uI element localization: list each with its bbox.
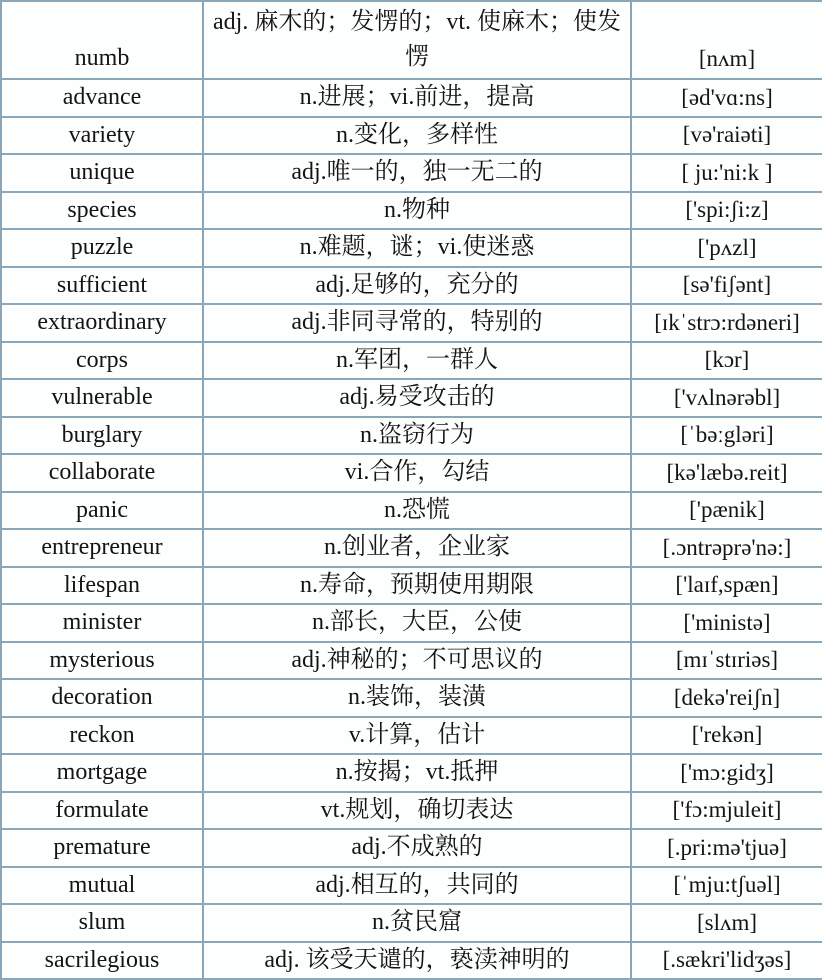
definition-cell: adj. 该受天谴的，亵渎神明的 <box>203 942 631 980</box>
table-row <box>1 867 822 905</box>
word-cell: entrepreneur <box>1 529 203 567</box>
table-row <box>1 267 822 305</box>
table-row <box>1 792 822 830</box>
phonetic-cell: [slʌm] <box>631 904 822 942</box>
definition-cell: n.盗窃行为 <box>203 417 631 455</box>
table-row <box>1 642 822 680</box>
definition-cell: adj.相互的，共同的 <box>203 867 631 905</box>
table-row <box>1 754 822 792</box>
phonetic-cell: ['pʌzl] <box>631 229 822 267</box>
phonetic-cell: ['vʌlnərəbl] <box>631 379 822 417</box>
word-cell: extraordinary <box>1 304 203 342</box>
word-cell: panic <box>1 492 203 530</box>
definition-cell: v.计算，估计 <box>203 717 631 755</box>
word-cell: minister <box>1 604 203 642</box>
definition-cell: adj.易受攻击的 <box>203 379 631 417</box>
table-row <box>1 717 822 755</box>
definition-cell: n.按揭；vt.抵押 <box>203 754 631 792</box>
word-cell: sufficient <box>1 267 203 305</box>
word-cell: mortgage <box>1 754 203 792</box>
table-row <box>1 904 822 942</box>
word-cell: collaborate <box>1 454 203 492</box>
word-cell: mutual <box>1 867 203 905</box>
table-row <box>1 529 822 567</box>
phonetic-cell: [əd'vɑ:ns] <box>631 79 822 117</box>
phonetic-cell: [sə'fiʃənt] <box>631 267 822 305</box>
word-cell: mysterious <box>1 642 203 680</box>
table-row <box>1 79 822 117</box>
table-row <box>1 304 822 342</box>
phonetic-cell: [ˈmju:tʃuəl] <box>631 867 822 905</box>
word-cell: premature <box>1 829 203 867</box>
phonetic-cell: ['laɪf,spæn] <box>631 567 822 605</box>
definition-cell: n.寿命，预期使用期限 <box>203 567 631 605</box>
table-row <box>1 567 822 605</box>
phonetic-cell: [kə'læbə.reit] <box>631 454 822 492</box>
phonetic-cell: [kɔr] <box>631 342 822 380</box>
definition-cell: adj.神秘的；不可思议的 <box>203 642 631 680</box>
word-cell: sacrilegious <box>1 942 203 980</box>
definition-cell: n.部长，大臣，公使 <box>203 604 631 642</box>
word-cell: puzzle <box>1 229 203 267</box>
definition-cell: n.变化，多样性 <box>203 117 631 155</box>
table-row <box>1 154 822 192</box>
definition-cell: adj.不成熟的 <box>203 829 631 867</box>
phonetic-cell: ['rekən] <box>631 717 822 755</box>
table-row <box>1 192 822 230</box>
definition-cell: vi.合作，勾结 <box>203 454 631 492</box>
phonetic-cell: ['ministə] <box>631 604 822 642</box>
phonetic-cell: [.sækri'lidʒəs] <box>631 942 822 980</box>
definition-cell: adj. 麻木的；发愣的；vt. 使麻木；使发愣 <box>203 1 631 79</box>
phonetic-cell: ['spi:ʃi:z] <box>631 192 822 230</box>
phonetic-cell: [dekə'reiʃn] <box>631 679 822 717</box>
word-cell: decoration <box>1 679 203 717</box>
phonetic-cell: ['fɔ:mjuleit] <box>631 792 822 830</box>
phonetic-cell: [ɪkˈstrɔ:rdəneri] <box>631 304 822 342</box>
definition-cell: n.进展；vi.前进，提高 <box>203 79 631 117</box>
table-row <box>1 379 822 417</box>
definition-cell: n.恐慌 <box>203 492 631 530</box>
table-row <box>1 829 822 867</box>
word-cell: advance <box>1 79 203 117</box>
table-row <box>1 417 822 455</box>
table-row <box>1 342 822 380</box>
definition-cell: n.军团，一群人 <box>203 342 631 380</box>
word-cell: vulnerable <box>1 379 203 417</box>
vocabulary-table-body <box>1 1 822 979</box>
definition-cell: n.贫民窟 <box>203 904 631 942</box>
phonetic-cell: [.ɔntrəprə'nə:] <box>631 529 822 567</box>
phonetic-cell: [mɪˈstɪriəs] <box>631 642 822 680</box>
word-cell: variety <box>1 117 203 155</box>
table-row <box>1 492 822 530</box>
table-row <box>1 942 822 980</box>
phonetic-cell: ['mɔ:gidʒ] <box>631 754 822 792</box>
phonetic-cell: [nʌm] <box>631 1 822 79</box>
phonetic-cell: [.pri:mə'tjuə] <box>631 829 822 867</box>
definition-cell: n.装饰，装潢 <box>203 679 631 717</box>
definition-cell: adj.唯一的，独一无二的 <box>203 154 631 192</box>
phonetic-cell: [ˈbəːgləri] <box>631 417 822 455</box>
word-cell: unique <box>1 154 203 192</box>
table-row <box>1 604 822 642</box>
word-cell: slum <box>1 904 203 942</box>
definition-cell: n.难题，谜；vi.使迷惑 <box>203 229 631 267</box>
word-cell: numb <box>1 1 203 79</box>
word-cell: reckon <box>1 717 203 755</box>
phonetic-cell: [və'raiəti] <box>631 117 822 155</box>
word-cell: burglary <box>1 417 203 455</box>
definition-cell: n.创业者，企业家 <box>203 529 631 567</box>
word-cell: formulate <box>1 792 203 830</box>
definition-cell: n.物种 <box>203 192 631 230</box>
definition-cell: adj.非同寻常的，特别的 <box>203 304 631 342</box>
phonetic-cell: [ ju:'ni:k ] <box>631 154 822 192</box>
word-cell: lifespan <box>1 567 203 605</box>
table-row <box>1 679 822 717</box>
phonetic-cell: ['pænik] <box>631 492 822 530</box>
table-row <box>1 1 822 79</box>
table-row <box>1 229 822 267</box>
word-cell: corps <box>1 342 203 380</box>
definition-cell: vt.规划，确切表达 <box>203 792 631 830</box>
word-cell: species <box>1 192 203 230</box>
definition-cell: adj.足够的，充分的 <box>203 267 631 305</box>
table-row <box>1 454 822 492</box>
table-row <box>1 117 822 155</box>
